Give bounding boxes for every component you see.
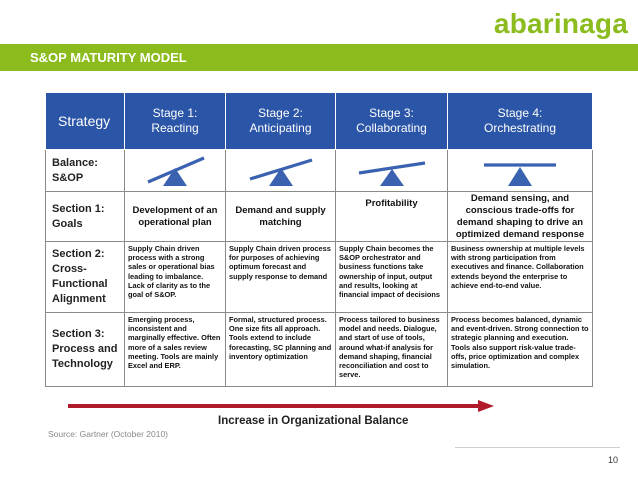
goals-label [46,192,125,242]
alignment-cell-stage-4: Business ownership at multiple levels with strong participation from executives and finance. Collaboration extends beyond the enterprise to achieve end-to-end value. [448,242,593,313]
slightly-tilted-seesaw-icon [236,152,326,190]
alignment-cell-stage-3: Supply Chain becomes the S&OP orchestrator and business functions take ownership of input, output and results, looking at financial impact of decisions [336,242,448,313]
stage-2-name: Anticipating [249,121,312,135]
alignment-row [46,242,593,313]
stage-3-name: Collaborating [356,121,427,135]
stage-1-name: Reacting [151,121,199,135]
balance-cell-stage-3 [336,150,448,192]
goals-cell-stage-3: Profitability [336,192,448,242]
balance-cell-stage-1 [125,150,226,192]
header-strategy: Strategy [46,93,125,150]
stage-1-number: Stage 1: [152,106,198,120]
goals-cell-stage-1: Development of an operational plan [125,192,226,242]
source-citation: Source: Gartner (October 2010) [48,429,169,439]
brand-logo: abarinaga [493,8,628,39]
process-cell-stage-3: Process tailored to business model and needs. Dialogue, and start of use of tools, around what-if analysis for demand shaping, financial reconciliation and cost to serve. [336,313,448,387]
goals-cell-stage-2: Demand and supply matching [226,192,336,242]
header-stage-2 [226,93,336,150]
header-stage-3 [336,93,448,150]
process-cell-stage-4: Process becomes balanced, dynamic and event-driven. Strong connection to strategic planning and execution. Tools also support risk-value trade-offs, price optimization and complex simulation. [448,313,593,387]
arrow-label: Increase in Organizational Balance [218,415,409,427]
balance-row [46,150,593,192]
balance-label-line2: S&OP [52,171,84,184]
process-label-line1: Section 3: [52,328,105,340]
alignment-label [46,242,125,313]
stage-2-number: Stage 2: [258,106,303,120]
process-label-line3: Technology [52,358,113,370]
header-stage-1 [125,93,226,150]
goals-row [46,192,593,242]
process-cell-stage-2: Formal, structured process. One size fits all approach. Tools extend to include forecasting, SC planning and inventory optimization [226,313,336,387]
goals-cell-stage-4: Demand sensing, and conscious trade-offs for demand shaping to drive an optimized demand response [448,192,593,242]
header-row [46,93,593,150]
slide-title: S&OP MATURITY MODEL [30,50,187,65]
header-stage-4 [448,93,593,150]
balance-cell-stage-4 [448,150,593,192]
process-label-line2: Process and [52,343,118,355]
goals-label-line1: Section 1: [52,202,105,215]
stage-3-number: Stage 3: [369,106,414,120]
nearly-level-seesaw-icon [347,152,437,190]
alignment-label-line2: Cross- [52,263,87,275]
goals-label-line2: Goals [52,217,83,230]
alignment-label-line1: Section 2: [52,248,105,260]
title-banner [0,44,638,71]
tilted-seesaw-icon [130,152,220,190]
level-seesaw-icon [470,152,570,190]
footer-divider [455,447,620,448]
alignment-label-line3: Functional [52,278,108,290]
process-row [46,313,593,387]
alignment-cell-stage-2: Supply Chain driven process for purposes of achieving optimum forecast and supply response to demand [226,242,336,313]
maturity-table [45,92,593,387]
process-cell-stage-1: Emerging process, inconsistent and marginally effective. Often more of a sales review meeting. Tools are mainly Excel and ERP. [125,313,226,387]
process-label [46,313,125,387]
alignment-label-line4: Alignment [52,293,106,305]
balance-cell-stage-2 [226,150,336,192]
alignment-cell-stage-1: Supply Chain driven process with a strong sales or operational bias leading to imbalance. Lack of clarity as to the goal of S&OP. [125,242,226,313]
stage-4-name: Orchestrating [483,121,557,135]
balance-label-line1: Balance: [52,156,98,169]
balance-label [46,150,125,192]
stage-4-number: Stage 4: [497,106,543,120]
increase-arrow-icon [68,400,494,412]
page-number: 10 [607,455,618,465]
